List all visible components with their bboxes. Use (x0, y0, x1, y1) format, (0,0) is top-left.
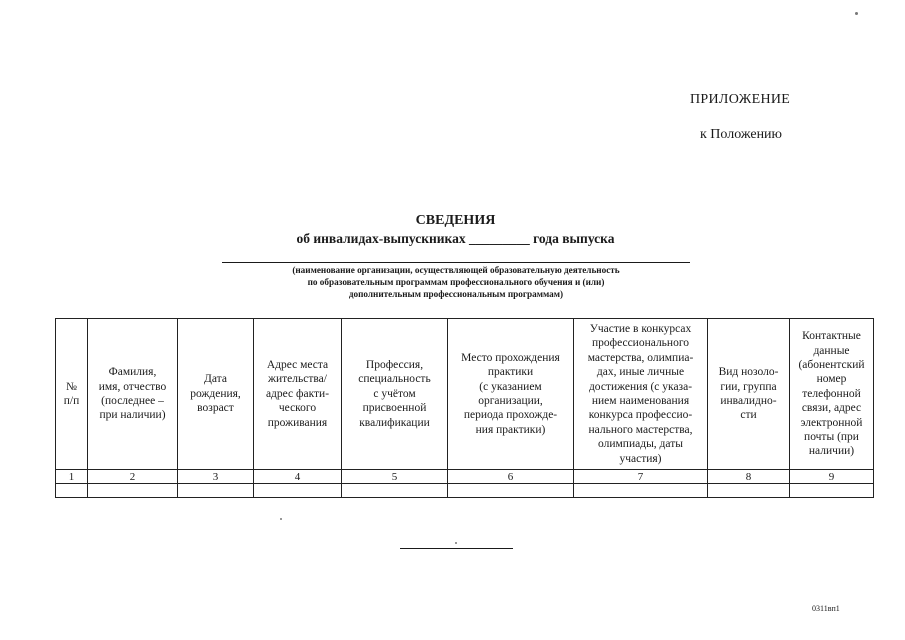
column-header-line: имя, отчество (98, 380, 167, 393)
column-header-line: Фамилия, (108, 366, 157, 379)
column-header-4 (254, 319, 342, 470)
column-header-line: п/п (63, 395, 80, 407)
column-header-line: жительства/ (268, 373, 327, 386)
organization-name-line (222, 262, 690, 263)
column-header-3 (178, 319, 254, 470)
column-header-line: квалификации (359, 416, 430, 429)
column-number-cell: 9 (790, 470, 874, 484)
column-header-line: периода прохожде- (463, 409, 558, 422)
column-number-cell: 4 (254, 470, 342, 484)
column-header-line: участия) (619, 452, 662, 465)
table-empty-cell[interactable] (448, 484, 574, 498)
table-empty-cell[interactable] (178, 484, 254, 498)
column-number-cell: 6 (448, 470, 574, 484)
column-header-line: при наличии) (99, 409, 166, 422)
column-header-line: № (66, 380, 77, 393)
column-header-line: электронной (800, 416, 863, 429)
table-empty-cell[interactable] (254, 484, 342, 498)
column-header-7 (574, 319, 708, 470)
column-header-line: с учётом (373, 387, 416, 400)
column-header-5 (342, 319, 448, 470)
column-header-line: практики (487, 366, 534, 379)
table-empty-cell[interactable] (342, 484, 448, 498)
column-header-line: дах, иные личные (596, 366, 685, 379)
column-number-cell: 1 (56, 470, 88, 484)
column-header-line: наличии) (808, 445, 855, 458)
column-header-line: Место прохождения (461, 351, 560, 364)
column-header-line: ния практики) (475, 423, 546, 436)
scan-speck (855, 12, 858, 15)
column-number-cell: 3 (178, 470, 254, 484)
table-empty-cell[interactable] (56, 484, 88, 498)
column-header-line: данные (813, 344, 850, 357)
column-header-line: номер (816, 373, 847, 386)
column-header-line: нием наименования (591, 395, 690, 407)
table-empty-cell[interactable] (708, 484, 790, 498)
column-header-line: гии, группа (720, 380, 777, 393)
column-number-cell: 2 (88, 470, 178, 484)
column-header-line: достижения (с указа- (588, 380, 693, 393)
column-header-9 (790, 319, 874, 470)
column-header-line: олимпиады, даты (598, 438, 683, 451)
column-header-line: возраст (197, 402, 234, 415)
column-header-line: Вид нозоло- (718, 366, 779, 379)
column-header-line: телефонной (802, 387, 861, 400)
appendix-subtitle: к Положению (700, 127, 783, 142)
appendix-title: ПРИЛОЖЕНИЕ (690, 92, 791, 107)
column-header-1 (56, 319, 88, 470)
column-header-line: адрес факти- (265, 387, 330, 400)
column-header-line: профессионального (591, 337, 690, 350)
column-header-line: специальность (358, 373, 431, 386)
column-number-cell: 8 (708, 470, 790, 484)
column-header-line: (абонентский (798, 358, 865, 371)
column-number-cell: 7 (574, 470, 708, 484)
organization-note (222, 264, 690, 300)
table-empty-row (56, 484, 874, 498)
table-empty-cell[interactable] (574, 484, 708, 498)
column-header-line: Дата (204, 373, 227, 386)
column-header-line: ческого (278, 402, 317, 415)
organization-note-line: по образовательным программам профессионального обучения и (или) (307, 277, 605, 287)
column-header-line: Участие в конкурсах (589, 322, 692, 335)
column-header-line: Профессия, (365, 358, 424, 371)
column-header-8 (708, 319, 790, 470)
graduates-table-container (55, 318, 874, 498)
column-number-cell: 5 (342, 470, 448, 484)
organization-note-line: дополнительным профессиональным программам) (348, 289, 564, 299)
table-empty-cell[interactable] (88, 484, 178, 498)
document-subtitle: об инвалидах-выпускниках _________ года выпуска (296, 231, 615, 246)
column-header-line: мастерства, олимпиа- (587, 351, 694, 364)
column-header-line: (с указанием (479, 380, 542, 393)
table-empty-cell[interactable] (790, 484, 874, 498)
column-header-line: присвоенной (362, 402, 427, 415)
column-header-line: связи, адрес (801, 402, 862, 415)
column-header-6 (448, 319, 574, 470)
organization-note-line: (наименование организации, осуществляющей образовательную деятельность (292, 265, 620, 275)
column-header-line: рождения, (190, 387, 241, 400)
table-header-row (56, 319, 874, 470)
document-code: 0311вп1 (812, 604, 840, 613)
column-header-line: нального мастерства, (588, 423, 693, 436)
column-numbers-row (56, 470, 874, 484)
column-header-line: Адрес места (266, 358, 329, 371)
signature-line (400, 548, 513, 549)
column-header-line: Контактные (802, 330, 861, 343)
column-header-line: сти (740, 409, 757, 422)
scan-speck (455, 542, 457, 544)
column-header-line: организации, (478, 395, 543, 407)
column-header-line: конкурса профессио- (588, 409, 693, 422)
document-title: СВЕДЕНИЯ (415, 213, 496, 228)
column-header-line: инвалидно- (720, 395, 777, 407)
scan-speck (280, 518, 282, 520)
column-header-line: (последнее – (101, 395, 164, 407)
column-header-line: почты (при (804, 431, 859, 444)
column-header-2 (88, 319, 178, 470)
column-header-line: проживания (267, 416, 328, 429)
graduates-table (55, 318, 874, 498)
